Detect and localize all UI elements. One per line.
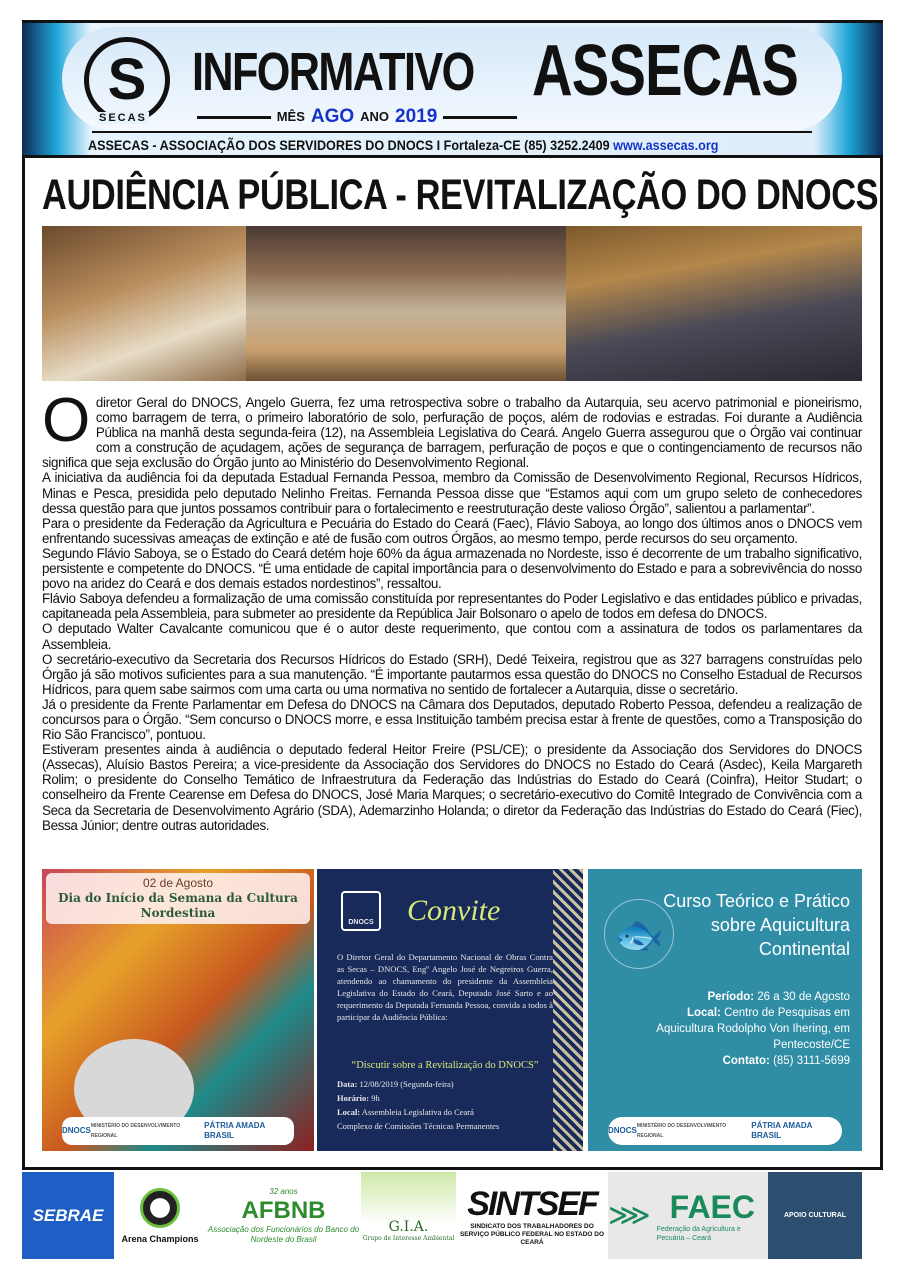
invite-details <box>337 1077 499 1133</box>
brasil-logo: PÁTRIA AMADA BRASIL <box>204 1121 266 1140</box>
local-label: Local: <box>686 1007 721 1019</box>
title-line: Continental <box>758 939 850 959</box>
divider <box>443 116 517 119</box>
sponsor-faec <box>608 1172 768 1259</box>
paragraph: Já o presidente da Frente Parlamentar em Defesa do DNOCS na Câmara dos Deputados, deputado Roberto Pessoa, defendeu a realização de concursos para o Órgão. “Sem concurso o DNOCS morre, e essa Instituição também precisa estar à frente de questões, como a Transposição do Rio São Francisco”, pontuou. <box>42 696 862 743</box>
paragraph: Segundo Flávio Saboya, se o Estado do Ceará detém hoje 60% da água armazenada no Nordeste, isso é decorrente de um trabalho significativo, persistente e competente do DNOCS. “É uma entidade de capital importância para o desenvolvimento do Estado e para a sobrevivência do nosso povo na aridez do Ceará e dos demais estados nordestinos”, ressaltou. <box>42 545 862 592</box>
time-value: 9h <box>371 1093 380 1103</box>
paragraph: A iniciativa da audiência foi da deputada Estadual Fernanda Pessoa, membro da Comissão de Desenvolvimento Regional, Recursos Hídricos, Minas e Pesca, presidida pelo deputado Nelinho Freitas. Fernanda Pessoa disse que “Estamos aqui com um grupo seleto de conhecedores dessa questão para que juntos possamos contribuir para o fortalecimento e reestruturação deste valioso Órgão”, salientou a parlamentar”. <box>42 470 862 516</box>
invite-text: O Diretor Geral do Departamento Nacional de Obras Contra as Secas – DNOCS, Engº Angelo José de Negreiros Guerra, atendendo ao chamamento do presidente da Assembleia Legislativa do Estado do Ceará, Deputado José Sarto e ao requerimento da Deputada Fernanda Pessoa, convida a todos à participar da Audiência Pública: <box>337 952 553 1022</box>
course-details <box>630 989 850 1069</box>
month-label: MÊS <box>276 109 305 124</box>
association-info: ASSECAS - ASSOCIAÇÃO DOS SERVIDORES DO DNOCS I Fortaleza-CE (85) 3252.2409 <box>88 137 610 153</box>
time-label: Horário: <box>337 1093 370 1103</box>
sponsor-strip <box>22 1172 883 1259</box>
sponsor-gia <box>361 1172 456 1259</box>
gia-subtitle: Grupo de Interesse Ambiental <box>362 1235 455 1242</box>
issue-date <box>197 105 517 129</box>
logo-caption: SECAS <box>99 112 147 124</box>
dnocs-logo: DNOCS <box>608 1126 637 1135</box>
dnocs-logo: DNOCS <box>341 891 381 931</box>
photo-hearing-table <box>42 226 246 381</box>
sponsor-afbnb <box>206 1172 361 1259</box>
drop-cap: O <box>42 386 90 455</box>
divider <box>197 116 271 119</box>
poster-title-box <box>46 873 310 924</box>
paragraph: Para o presidente da Federação da Agricultura e Pecuária do Estado do Ceará (Faec), Flávio Saboya, ao longo dos últimos anos o DNOCS vem enfrentando sucessivas ameaças de extinção e até de fusão com outros Órgãos, ao mesmo tempo, perde recursos do seu orçamento. <box>42 515 862 546</box>
faec-subtitle: Federação da Agricultura e Pecuária – Ceará <box>656 1225 741 1242</box>
date-label: Data: <box>337 1079 358 1089</box>
apoio-cultural-label: APOIO CULTURAL <box>783 1212 847 1219</box>
sintsef-subtitle: SINDICATO DOS TRABALHADORES DO SERVIÇO PÚBLICO FEDERAL NO ESTADO DO CEARÁ <box>459 1222 605 1246</box>
paragraph: Flávio Saboya defendeu a formalização de uma comissão constituída por representantes do Poder Legislativo e das entidades público e privadas, capitaneada pela Assembleia, para submeter ao presidente da República Jair Bolsonaro o apelo de todos em defesa do DNOCS. <box>42 591 862 622</box>
sponsor-sebrae <box>22 1172 114 1259</box>
year-value: 2019 <box>395 106 438 127</box>
sponsor-sintsef <box>456 1172 608 1259</box>
brasil-logo: PÁTRIA AMADA BRASIL <box>751 1121 813 1140</box>
photo-audience <box>566 226 862 381</box>
poster-title: Dia do Início da Semana da Cultura Nordestina <box>58 891 298 920</box>
dnocs-logo: DNOCS <box>62 1126 91 1135</box>
ministry-logo: MINISTÉRIO DO DESENVOLVIMENTO REGIONAL <box>90 1123 181 1139</box>
paragraph: O deputado Walter Cavalcante comunicou que é o autor deste requerimento, que contou com a assinatura de todos os parlamentares da Assembleia. <box>42 621 862 652</box>
photo-assembly-panel <box>246 226 566 381</box>
poster-date: 02 de Agosto <box>142 876 214 890</box>
sponsor-apoio-cultural <box>768 1172 862 1259</box>
arena-label: Arena Champions <box>121 1233 199 1244</box>
article-body <box>42 386 862 833</box>
fish-icon: 🐟 <box>604 899 674 969</box>
year-label: ANO <box>360 109 390 124</box>
period-label: Período: <box>707 991 755 1003</box>
afbnb-subtitle: Associação dos Funcionários do Banco do Nordeste do Brasil <box>207 1224 360 1244</box>
title-informativo: INFORMATIVO <box>192 42 474 102</box>
afbnb-logo: AFBNB <box>241 1196 326 1224</box>
poster-footer-logos <box>608 1117 842 1145</box>
invite-title: Convite <box>407 894 501 927</box>
contact-value: (85) 3111-5699 <box>773 1055 850 1067</box>
title-assecas: ASSECAS <box>532 31 799 111</box>
invite-topic: “Discutir sobre a Revitalização do DNOCS” <box>351 1060 539 1071</box>
place-detail: Complexo de Comissões Técnicas Permanentes <box>337 1121 500 1131</box>
local-value: Centro de Pesquisas em Aquicultura Rodolpho Von Ihering, em Pentecoste/CE <box>656 1007 850 1051</box>
sebrae-logo: SEBRAE <box>32 1205 104 1225</box>
title-line: Curso Teórico e Prático <box>663 891 850 911</box>
article-headline: AUDIÊNCIA PÚBLICA - REVITALIZAÇÃO DO DNOCS <box>42 171 879 219</box>
masthead-divider <box>92 131 812 133</box>
paragraph: Estiveram presentes ainda à audiência o deputado federal Heitor Freire (PSL/CE); o presidente da Associação dos Servidores do DNOCS (Assecas), Aluísio Bastos Pereira; a vice-presidente da Associação dos Servidores do DNOCS no Estado do Ceará (Asdec), Keila Margareth Rolim; o presidente do Conselho Temático de Infraestrutura da Federação das Indústrias do Estado do Ceará (Coinfra), Heitor Studart; o conselheiro da Frente Cearense em Defesa do DNOCS, José Maria Marques; o secretário-executivo do Comitê Integrado de Convivência com a Seca da Secretaria de Desenvolvimento Agrário (SDA), Ademarzinho Holanda; o diretor da Federação das Indústrias do Estado do Ceará (Fiec), Bessa Júnior; dentre outras autoridades. <box>42 742 862 833</box>
course-title <box>663 889 850 961</box>
masthead <box>22 20 883 158</box>
afbnb-years: 32 anos <box>269 1186 298 1196</box>
faec-leaf-icon: ⋙ <box>608 1199 651 1232</box>
period-value: 26 a 30 de Agosto <box>757 991 850 1003</box>
website-link[interactable]: www.assecas.org <box>613 137 719 153</box>
ministry-logo: MINISTÉRIO DO DESENVOLVIMENTO REGIONAL <box>636 1123 727 1139</box>
paragraph-text: diretor Geral do DNOCS, Angelo Guerra, fez uma retrospectiva sobre o trabalho da Autarquia, seu acervo patrimonial e pioneirismo, como barragem de terra, o primeiro laboratório de solo, perfuração de poços, além de rodovias e estradas. Foi durante a Audiência Pública na manhã desta segunda-feira (12), na Assembleia Legislativa do Ceará. Angelo Guerra assegurou que o Órgão vai continuar com a construção de açudagem, ações de segurança de barragem, perfuração de poços e que o contingenciamento de recursos não significa que seja exclusão do Órgão junto ao Ministério do Desenvolvimento Regional. <box>42 395 862 471</box>
invitation-card <box>317 869 583 1151</box>
logo-letter: S <box>107 47 147 112</box>
masthead-subtitle <box>88 136 718 154</box>
aquaculture-course-poster <box>588 869 862 1151</box>
contact-label: Contato: <box>722 1055 770 1067</box>
title-line: sobre Aquicultura <box>710 915 850 935</box>
faec-logo: FAEC <box>669 1188 755 1225</box>
month-value: AGO <box>310 106 355 127</box>
place-value: Assembleia Legislativa do Ceará <box>361 1107 474 1117</box>
poster-footer-logos <box>62 1117 294 1145</box>
ornament-border <box>553 869 583 1151</box>
culture-week-poster <box>42 869 314 1151</box>
gia-logo: G.I.A. <box>388 1219 429 1235</box>
place-label: Local: <box>337 1107 361 1117</box>
sponsor-arena <box>114 1172 206 1259</box>
date-value: 12/08/2019 (Segunda-feira) <box>359 1079 454 1089</box>
assecas-logo <box>84 37 170 123</box>
sintsef-logo: SINTSEF <box>467 1184 597 1223</box>
paragraph <box>42 386 862 471</box>
paragraph: O secretário-executivo da Secretaria dos Recursos Hídricos do Estado (SRH), Dedé Teixeira, registrou que as 327 barragens construídas pelo Órgão já são motivos suficientes para a sua manutenção. “É importante pautarmos essa questão do DNOCS no Conselho Estadual de Recursos Hídricos, para quem sabe sairmos com uma carta ou uma normativa no sentido de fortalecer a Autarquia, disse o secretário. <box>42 651 862 697</box>
soccer-ball-icon <box>140 1188 180 1228</box>
